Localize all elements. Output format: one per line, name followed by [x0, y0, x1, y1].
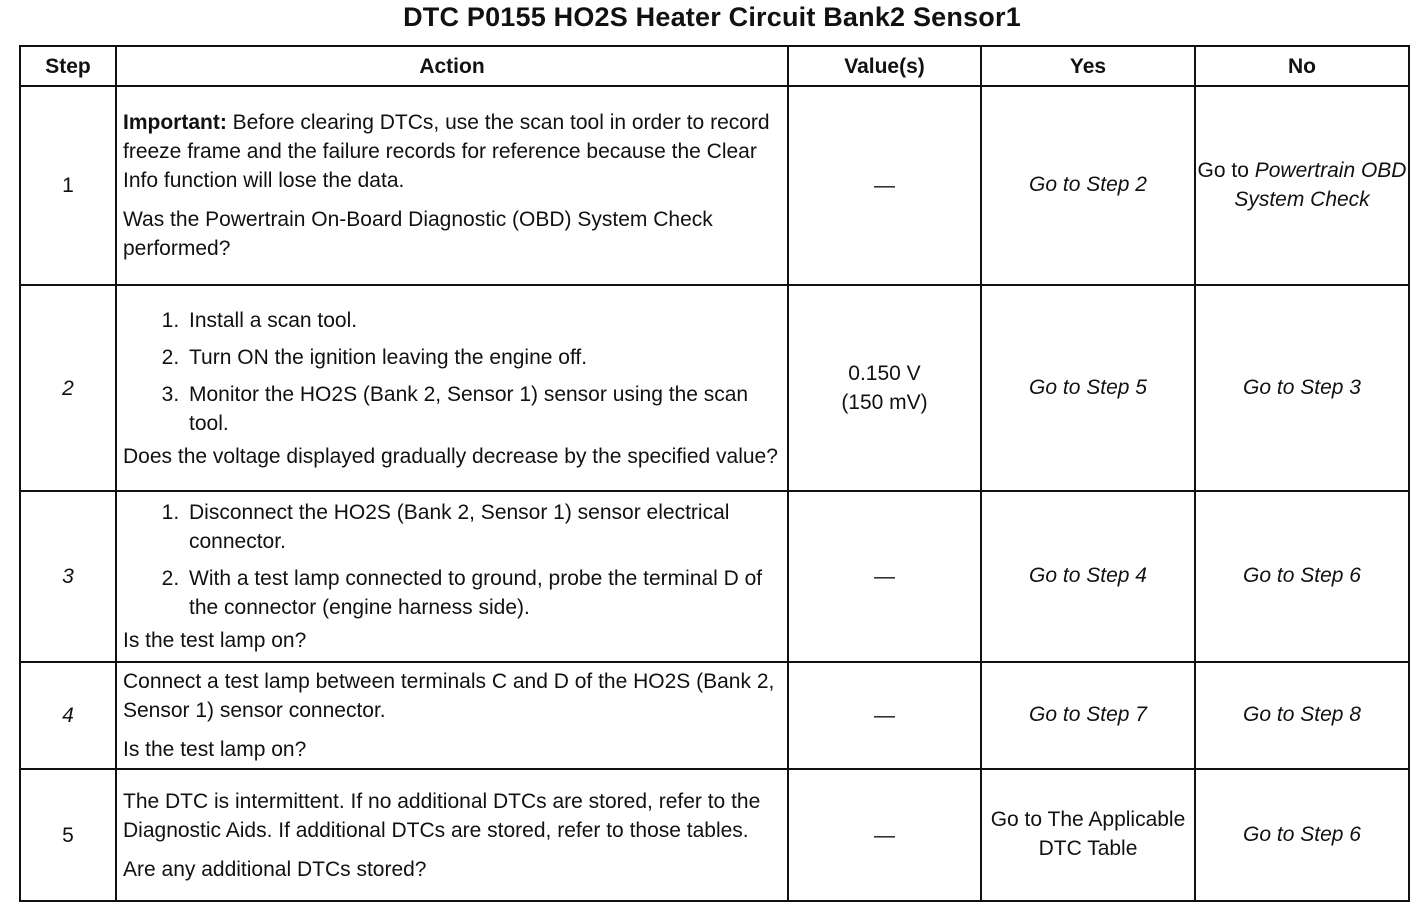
- yes-cell: [981, 86, 1195, 285]
- important-text: Before clearing DTCs, use the scan tool in order to record freeze frame and the failure records for reference because the Clear Info function will lose the data.: [123, 111, 770, 192]
- value-cell: —: [788, 662, 981, 769]
- yes-cell: [981, 769, 1195, 901]
- page-title: DTC P0155 HO2S Heater Circuit Bank2 Sensor1: [403, 2, 1021, 32]
- step-number: 5: [20, 769, 116, 901]
- action-step-item: 1. Disconnect the HO2S (Bank 2, Sensor 1) sensor electrical connector.: [185, 498, 781, 556]
- no-cell: [1195, 662, 1409, 769]
- action-step-item: 3. Monitor the HO2S (Bank 2, Sensor 1) sensor using the scan tool.: [185, 380, 781, 438]
- yes-goto[interactable]: Go to Step 7: [1029, 703, 1147, 726]
- no-cell: [1195, 491, 1409, 662]
- action-step-item: 2. With a test lamp connected to ground, probe the terminal D of the connector (engine harness side).: [185, 564, 781, 622]
- table-row: [20, 86, 1409, 285]
- no-cell: [1195, 285, 1409, 491]
- action-question: Does the voltage displayed gradually decrease by the specified value?: [123, 444, 778, 468]
- action-text: The DTC is intermittent. If no additional DTCs are stored, refer to the Diagnostic Aids. If additional DTCs are stored, refer to those tables.: [123, 789, 761, 842]
- table-header-row: [20, 46, 1409, 86]
- action-step-item: 1. Install a scan tool.: [185, 306, 781, 335]
- action-question: Are any additional DTCs stored?: [123, 857, 427, 881]
- header-step: Step: [20, 46, 116, 86]
- action-cell: [116, 491, 788, 662]
- action-steps-list: [123, 306, 781, 438]
- table-row: [20, 769, 1409, 901]
- table-row: [20, 285, 1409, 491]
- value-millivolts: (150 mV): [841, 391, 928, 414]
- action-cell: [116, 86, 788, 285]
- header-values: Value(s): [788, 46, 981, 86]
- yes-goto[interactable]: Go to Step 4: [1029, 564, 1147, 587]
- value-cell: [788, 285, 981, 491]
- important-label: Important:: [123, 111, 227, 134]
- no-goto[interactable]: Go to Step 6: [1243, 564, 1361, 587]
- table-row: [20, 662, 1409, 769]
- yes-cell: [981, 491, 1195, 662]
- action-question: Is the test lamp on?: [123, 629, 307, 652]
- no-cell: [1195, 769, 1409, 901]
- value-cell: —: [788, 769, 981, 901]
- no-goto[interactable]: Powertrain OBD System Check: [1234, 158, 1407, 211]
- no-goto[interactable]: Go to Step 8: [1243, 703, 1361, 726]
- no-goto-prefix: Go to: [1197, 158, 1249, 182]
- table-row: [20, 491, 1409, 662]
- action-steps-list: [123, 498, 781, 622]
- action-question: Was the Powertrain On-Board Diagnostic (OBD) System Check performed?: [123, 208, 713, 260]
- value-cell: —: [788, 86, 981, 285]
- action-cell: [116, 285, 788, 491]
- yes-goto[interactable]: Go to The Applicable DTC Table: [990, 808, 1186, 860]
- header-no: No: [1195, 46, 1409, 86]
- diagnostic-table: [19, 45, 1410, 902]
- header-action: Action: [116, 46, 788, 86]
- no-cell: [1195, 86, 1409, 285]
- yes-goto[interactable]: Go to Step 2: [1029, 173, 1147, 196]
- important-note: [123, 108, 781, 195]
- value-volts: 0.150 V: [848, 362, 921, 385]
- yes-cell: [981, 662, 1195, 769]
- yes-goto[interactable]: Go to Step 5: [1029, 375, 1147, 399]
- step-number: 2: [20, 285, 116, 491]
- action-step-item: 2. Turn ON the ignition leaving the engine off.: [185, 343, 781, 372]
- step-number: 1: [20, 86, 116, 285]
- action-cell: [116, 662, 788, 769]
- action-question: Is the test lamp on?: [123, 738, 307, 761]
- header-yes: Yes: [981, 46, 1195, 86]
- step-number: 3: [20, 491, 116, 662]
- action-text: Connect a test lamp between terminals C and D of the HO2S (Bank 2, Sensor 1) sensor connector.: [123, 670, 775, 722]
- action-cell: [116, 769, 788, 901]
- yes-cell: [981, 285, 1195, 491]
- no-goto[interactable]: Go to Step 3: [1243, 375, 1361, 399]
- no-goto[interactable]: Go to Step 6: [1243, 822, 1361, 846]
- step-number: 4: [20, 662, 116, 769]
- value-cell: —: [788, 491, 981, 662]
